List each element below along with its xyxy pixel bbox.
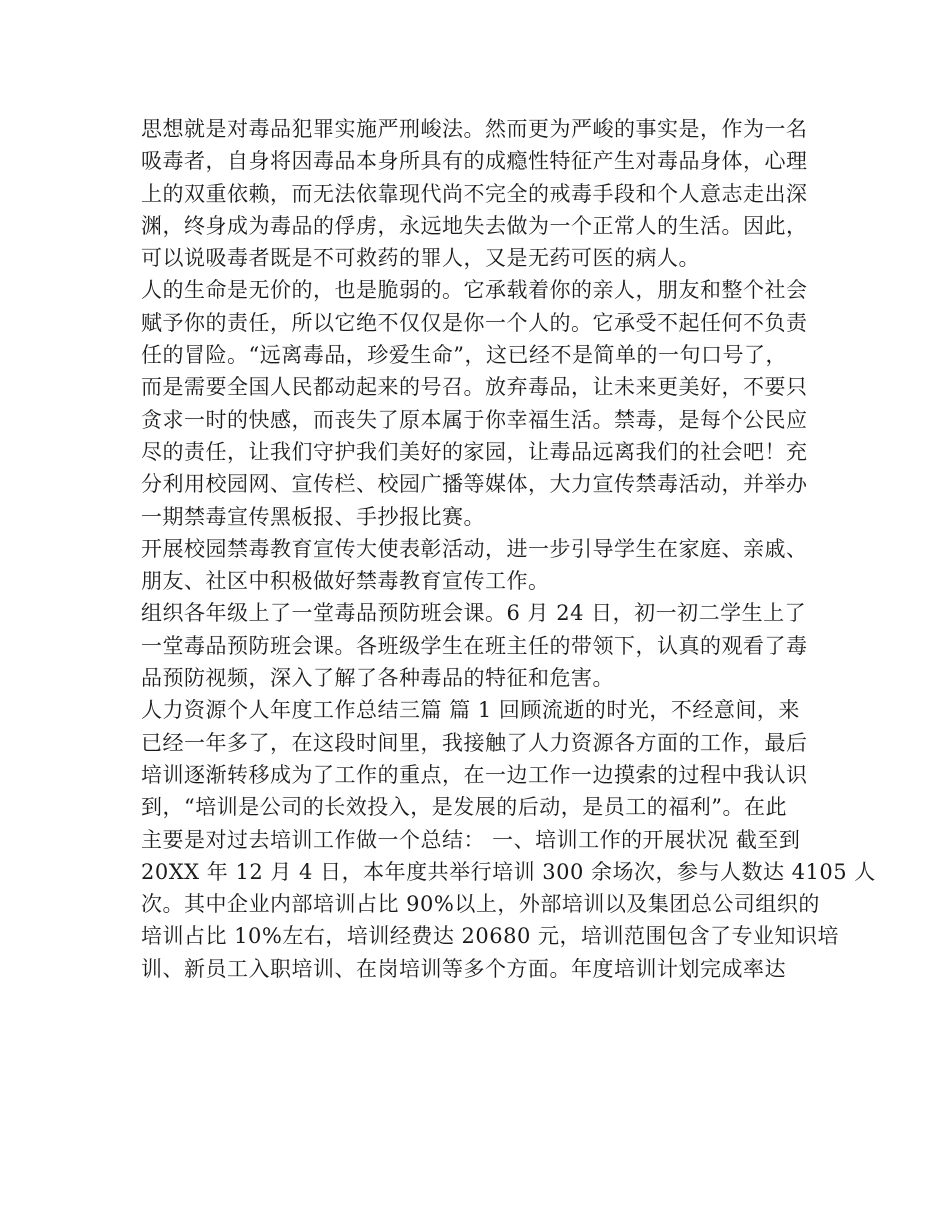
text-line: 上的双重依赖，而无法依靠现代尚不完全的戒毒手段和个人意志走出深 (141, 181, 808, 206)
text-line: 可以说吸毒者既是不可救药的罪人，又是无药可医的病人。 (141, 246, 700, 271)
text-line: 人力资源个人年度工作总结三篇 篇 1 回顾流逝的时光，不经意间，来 (141, 698, 800, 723)
text-line: 品预防视频，深入了解了各种毒品的特征和危害。 (141, 666, 614, 691)
text-line: 次。其中企业内部培训占比 90%以上，外部培训以及集团总公司组织的 (141, 892, 820, 917)
text-line: 尽的责任，让我们守护我们美好的家园，让毒品远离我们的社会吧！充 (141, 439, 808, 464)
text-line: 分利用校园网、宣传栏、校园广播等媒体，大力宣传禁毒活动，并举办 (141, 472, 808, 497)
text-line: 一期禁毒宣传黑板报、手抄报比赛。 (141, 504, 485, 529)
text-line: 朋友、社区中积极做好禁毒教育宣传工作。 (141, 569, 550, 594)
text-line: 贪求一时的快感，而丧失了原本属于你幸福生活。禁毒，是每个公民应 (141, 407, 808, 432)
text-line: 组织各年级上了一堂毒品预防班会课。6 月 24 日，初一初二学生上了 (141, 601, 807, 626)
text-line: 一堂毒品预防班会课。各班级学生在班主任的带领下，认真的观看了毒 (141, 633, 808, 658)
text-line: 开展校园禁毒教育宣传大使表彰活动，进一步引导学生在家庭、亲戚、 (141, 536, 808, 561)
text-line: 20XX 年 12 月 4 日，本年度共举行培训 300 余场次，参与人数达 4105 人 (141, 859, 876, 884)
text-line: 培训逐渐转移成为了工作的重点，在一边工作一边摸索的过程中我认识 (141, 762, 808, 787)
text-line: 任的冒险。“远离毒品，珍爱生命”，这已经不是简单的一句口号了， (141, 343, 787, 368)
text-line: 已经一年多了，在这段时间里，我接触了人力资源各方面的工作，最后 (141, 730, 808, 755)
document-text-body (141, 113, 876, 985)
text-line: 训、新员工入职培训、在岗培训等多个方面。年度培训计划完成率达 (141, 956, 786, 981)
text-line: 赋予你的责任，所以它绝不仅仅是你一个人的。它承受不起任何不负责 (141, 310, 808, 335)
text-line: 思想就是对毒品犯罪实施严刑峻法。然而更为严峻的事实是，作为一名 (141, 117, 808, 141)
text-line: 主要是对过去培训工作做一个总结： 一、培训工作的开展状况 截至到 (141, 827, 801, 852)
text-line: 培训占比 10%左右，培训经费达 20680 元，培训范围包含了专业知识培 (141, 924, 840, 949)
text-line: 人的生命是无价的，也是脆弱的。它承载着你的亲人，朋友和整个社会 (141, 278, 808, 303)
text-line: 吸毒者，自身将因毒品本身所具有的成瘾性特征产生对毒品身体，心理 (141, 149, 808, 174)
text-line: 而是需要全国人民都动起来的号召。放弃毒品，让未来更美好，不要只 (141, 375, 808, 400)
text-line: 渊，终身成为毒品的俘虏，永远地失去做为一个正常人的生活。因此， (141, 213, 808, 238)
text-line: 到，“培训是公司的长效投入，是发展的后动，是员工的福利”。在此 (141, 795, 787, 820)
